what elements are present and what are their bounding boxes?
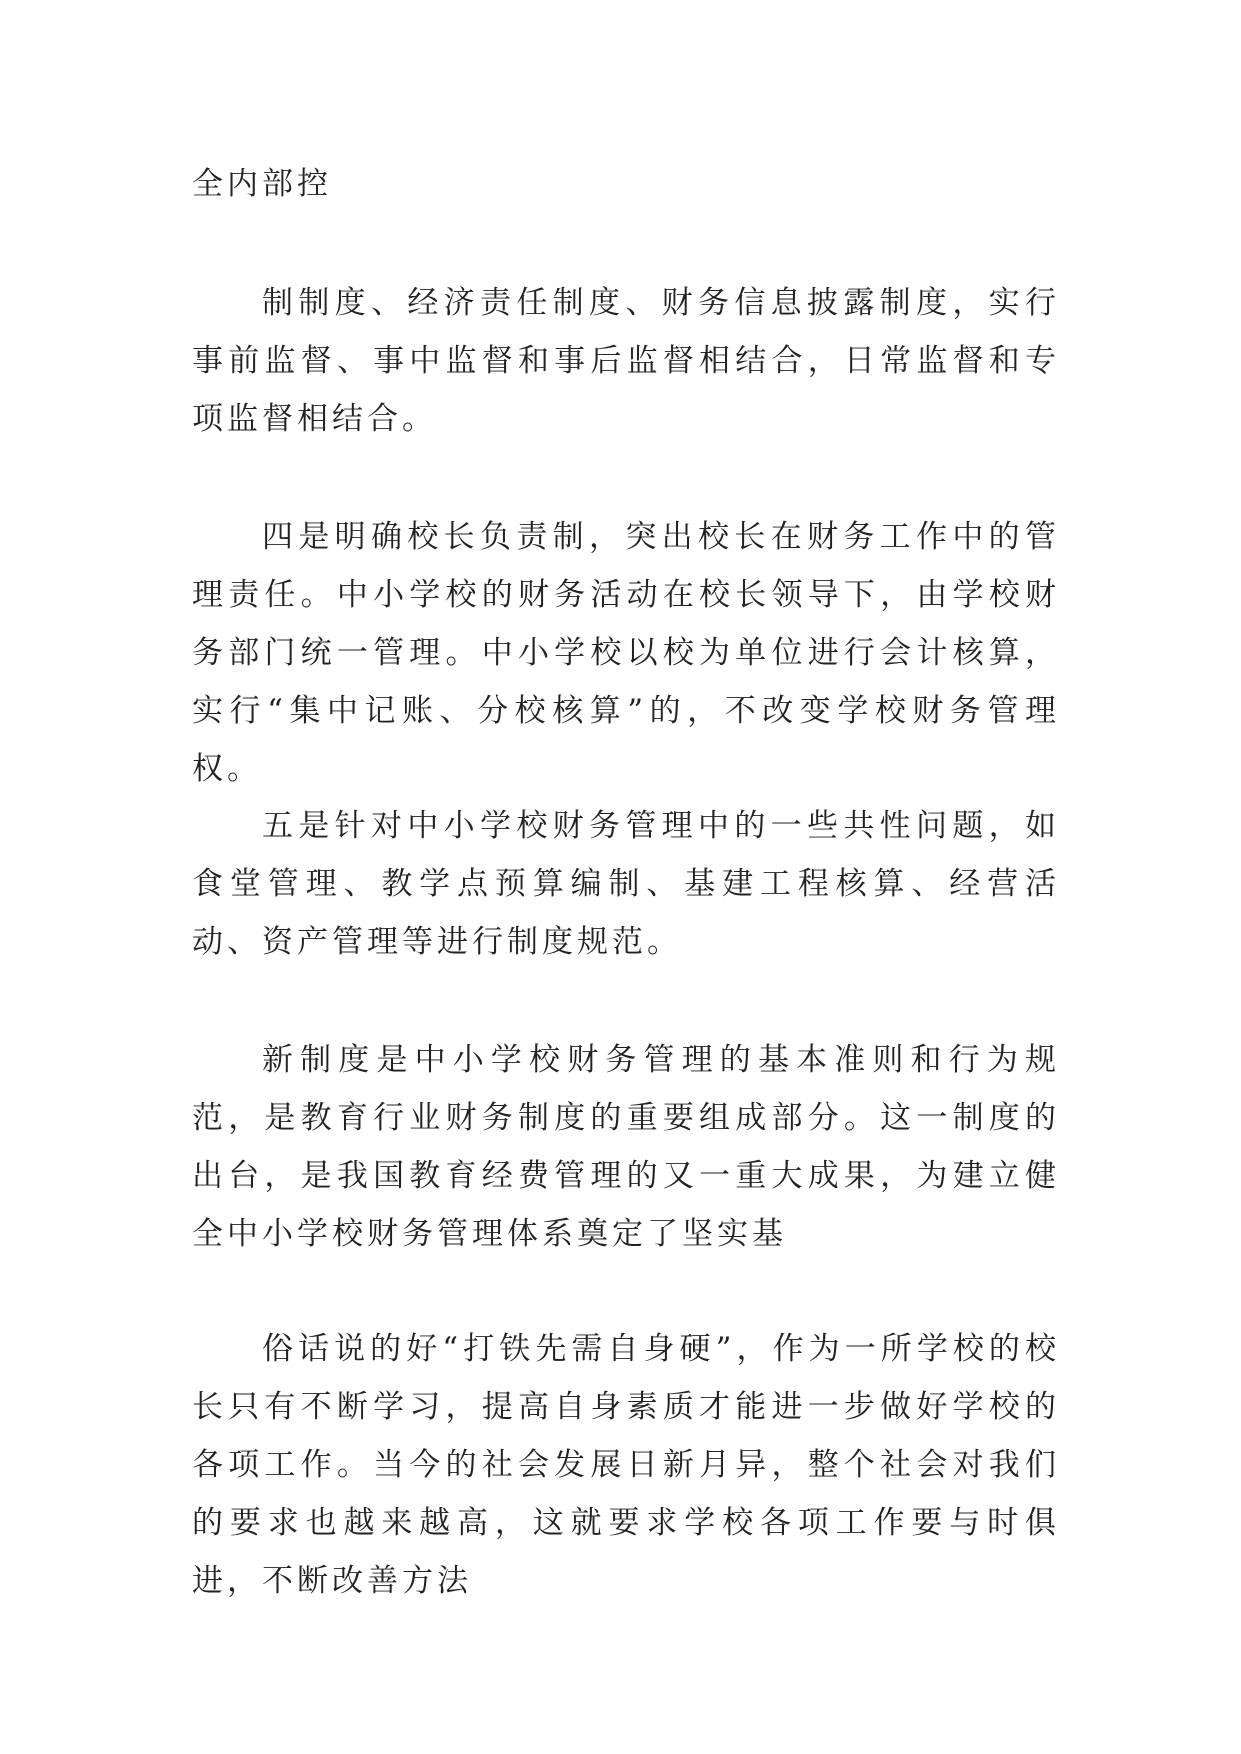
paragraph-self-improvement: 俗话说的好“打铁先需自身硬”，作为一所学校的校长只有不断学习，提高自身素质才能进一步做好学校的各项工作。当今的社会发展日新月异，整个社会对我们的要求也越来越高，这就要求学校各项工作要与时俱进，不断改善方法: [192, 1331, 1060, 1599]
paragraph-supervision: 制制度、经济责任制度、财务信息披露制度，实行事前监督、事中监督和事后监督相结合，日常监督和专项监督相结合。: [192, 285, 1060, 437]
paragraph-fragment-heading: 全内部控: [192, 166, 332, 202]
paragraph-new-system: 新制度是中小学校财务管理的基本准则和行为规范，是教育行业财务制度的重要组成部分。这一制度的出台，是我国教育经费管理的又一重大成果，为建立健全中小学校财务管理体系奠定了坚实基: [192, 1042, 1060, 1252]
paragraph-common-issues: 五是针对中小学校财务管理中的一些共性问题，如食堂管理、教学点预算编制、基建工程核算、经营活动、资产管理等进行制度规范。: [192, 808, 1060, 960]
paragraph-principal-responsibility: 四是明确校长负责制，突出校长在财务工作中的管理责任。中小学校的财务活动在校长领导下，由学校财务部门统一管理。中小学校以校为单位进行会计核算，实行“集中记账、分校核算”的，不改变学校财务管理权。: [192, 519, 1060, 787]
